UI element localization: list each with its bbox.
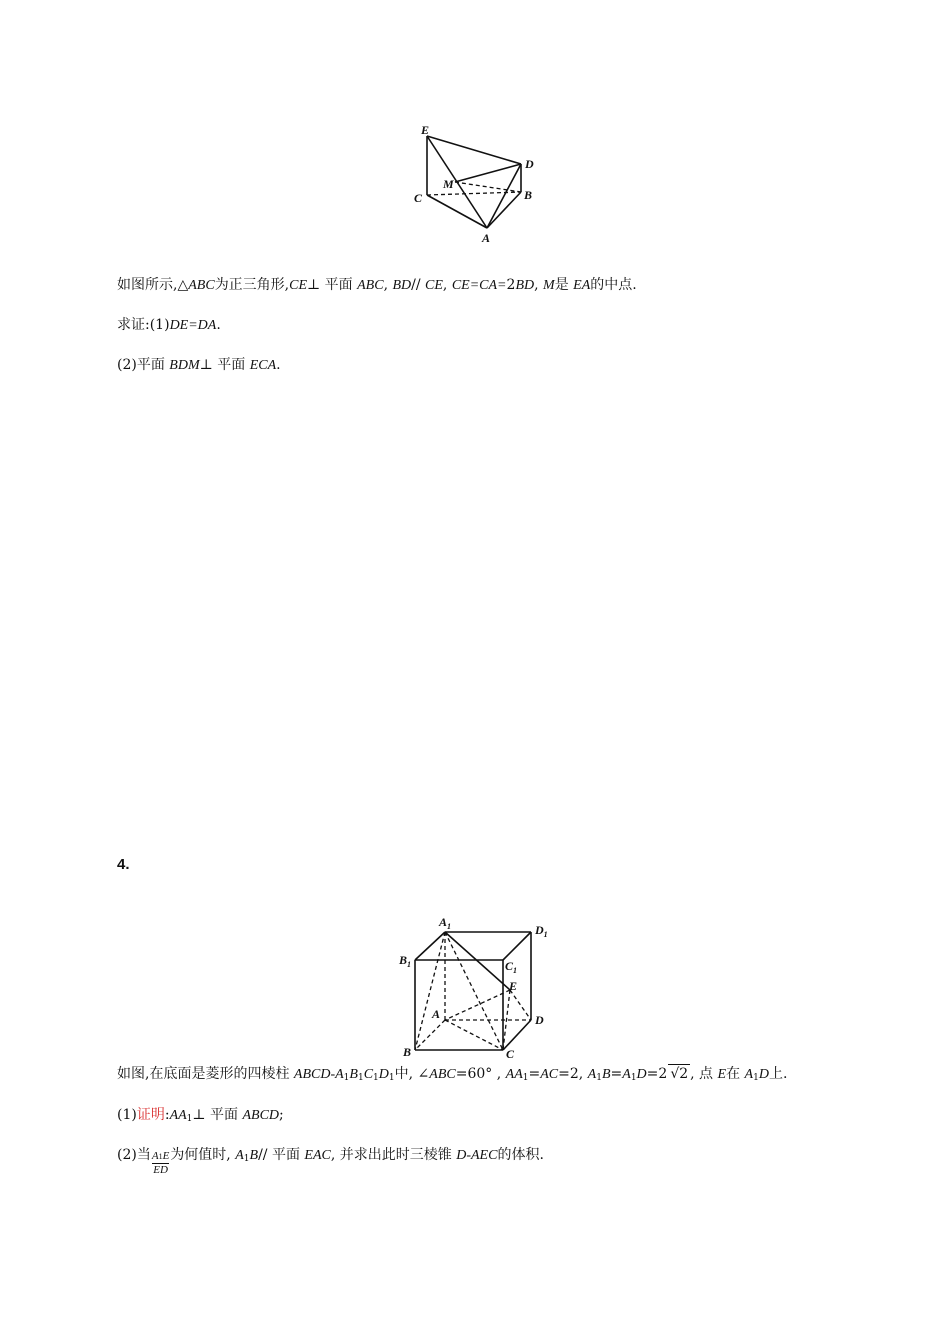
label-m: M [443,177,454,191]
label-c: C [506,1047,515,1061]
edge-cd [503,1020,531,1050]
edge-c1d1 [503,932,531,960]
edge-a1b1 [415,932,445,960]
problem3-prove-part2: (2)平面 BDM⊥ 平面 ECA. [117,357,281,373]
label-a: A [482,231,491,245]
label-d: D [525,157,534,171]
problem4-question1: (1)证明$:AA_1\perp$ 平面 ABCD; [117,1107,284,1124]
edge-cb-hidden [427,192,521,195]
figure-2-svg [395,912,565,1062]
label-e: E [421,123,430,137]
edge-ac-hidden [445,1020,503,1050]
edge-da [487,164,521,228]
label-c: C [414,191,423,205]
edge-ab-hidden [415,1020,445,1050]
problem4-number: 4. [117,856,130,873]
label-b: B [403,1045,412,1059]
figure-triangular-solid [405,120,545,250]
label-d: D [535,1013,544,1027]
label-a1: $A_1$ [439,915,452,931]
label-b: B [524,188,533,202]
problem4-question2: (2)当 $\frac{A1E}{ED}$ 为何值时, $A_1B//$ 平面 EAC, 并求出此时三棱锥 D-AEC的体积. [117,1147,544,1176]
edge-md [455,164,521,182]
edge-ca [427,195,487,228]
edge-ed [427,136,521,164]
problem4-statement: 如图,在底面是菱形的四棱柱 ABCD-$A_1B_1C_1D_1$中, ∠ABC=60° , $AA_1=AC=2$, $A_1B=A_1D=2$ √2 , 点 E在 $A_1D$上. [117,1066,788,1083]
label-a: A [432,1007,441,1021]
label-b1: $B_1$ [399,953,412,969]
problem3-statement: 如图所示,△ABC为正三角形,CE⊥ 平面 ABC, BD// CE, CE=CA=2BD, M是 EA的中点. [117,277,637,293]
edge-a1e-solid [445,932,510,990]
label-d1: $D_1$ [535,923,548,939]
figure-1-svg [405,120,545,250]
edge-a1c-hidden [445,932,503,1050]
label-c1: $C_1$ [505,959,518,975]
edge-a1b-hidden [415,932,445,1050]
edge-ea-hidden [445,990,510,1020]
label-e: E [509,979,518,993]
proof-label: 证明 [136,1107,165,1123]
figure-prism [395,912,565,1062]
sqrt-symbol: √2 [670,1066,689,1082]
fraction-a1e-over-ed: $\frac{A1E}{ED}$ [151,1150,170,1176]
problem3-prove-part1: 求证:(1)DE=DA. [117,317,221,333]
edge-ed-hidden [510,990,531,1020]
